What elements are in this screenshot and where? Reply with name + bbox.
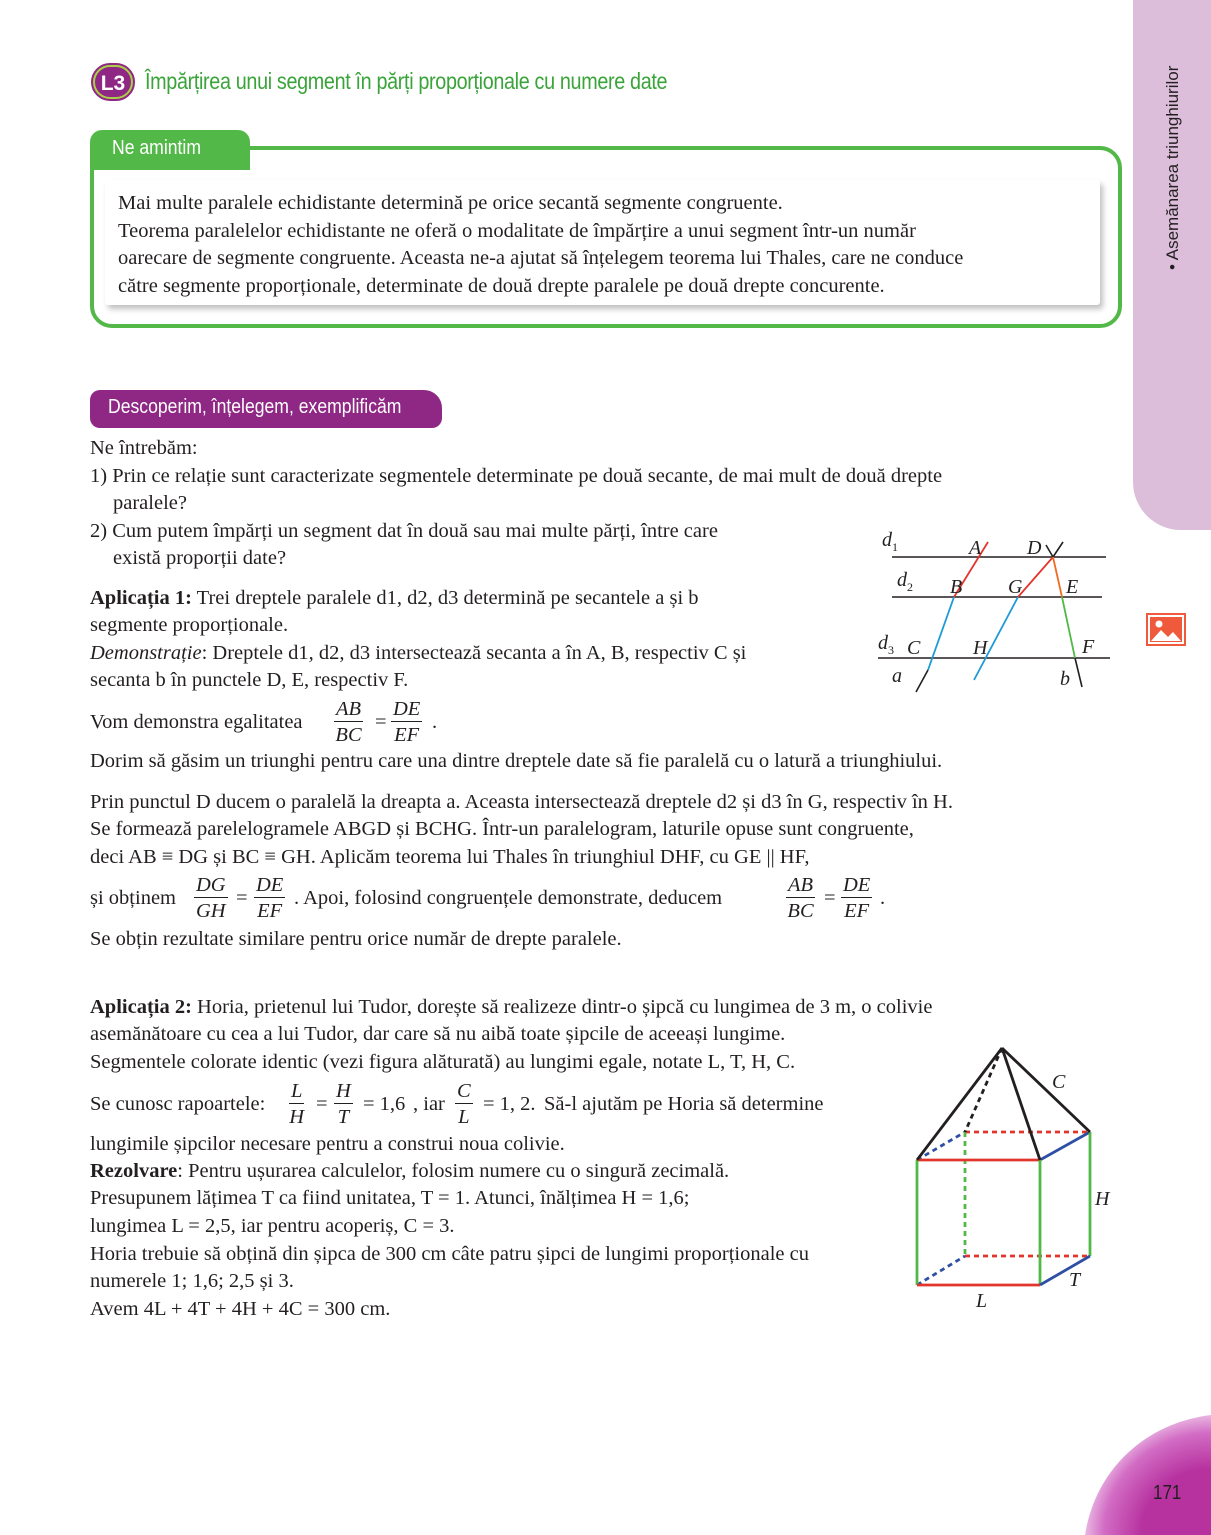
obtain-mid: . Apoi, folosind congruențele demonstrate, deducem <box>294 887 723 909</box>
equals-sign: = <box>236 887 248 909</box>
fraction-de-ef-3: $\frac{DE}{EF}$ <box>843 874 871 922</box>
label-d1: $d_1$ <box>882 529 898 554</box>
reminder-line: Teorema paralelelor echidistante ne oferă o modalitate de împărțire a unui segment într-un număr <box>118 219 916 242</box>
similar-text: Se obțin rezultate similare pentru orice număr de drepte paralele. <box>90 928 622 950</box>
reminder-line: Mai multe paralele echidistante determină pe orice secantă segmente congruente. <box>118 192 783 214</box>
label-B: B <box>950 576 963 598</box>
app1-statement: Aplicația 1: Trei dreptele paralele d1, d2, d3 determină pe secantele a și b <box>90 587 699 609</box>
app1-statement-cont: segmente proporționale. <box>90 614 289 636</box>
cage-figure <box>905 1040 1120 1320</box>
fraction-l-h: $\frac{L}{H}$ <box>289 1080 305 1128</box>
fraction-ab-bc-2: $\frac{AB}{BC}$ <box>787 874 814 922</box>
label-cage-T: T <box>1069 1269 1081 1291</box>
question-1-cont: paralele? <box>113 492 187 514</box>
ratio-value-2: = 1, 2. <box>483 1093 536 1115</box>
label-a: a <box>892 665 902 687</box>
reminder-line: oarecare de segmente congruente. Aceasta ne-a ajutat să înțelegem teorema lui Thales, care ne conduce <box>118 247 964 269</box>
parallel-lines-figure <box>870 525 1120 695</box>
app2-statement: Aplicația 2: Horia, prietenul lui Tudor, dorește să realizeze dintr-o șipcă cu lungimea de 3 m, o colivie <box>90 996 933 1018</box>
left-bottom-depth <box>917 1256 965 1285</box>
ratio-value-1: = 1,6 <box>363 1093 406 1115</box>
label-C: C <box>907 637 921 659</box>
segment-de <box>1053 557 1062 597</box>
discover-header-label: Descoperim, înțelegem, exemplificăm <box>108 396 402 418</box>
app1-demo-cont: secanta b în punctele D, E, respectiv F. <box>90 669 409 691</box>
period: . <box>432 711 438 733</box>
fraction-de-ef: $\frac{DE}{EF}$ <box>393 698 421 746</box>
segment-bc <box>928 597 954 670</box>
reminder-tab-label: Ne amintim <box>112 137 202 159</box>
solution: Rezolvare: Pentru ușurarea calculelor, folosim numere cu o singură zecimală. <box>90 1160 730 1182</box>
label-d3: $d_3$ <box>878 632 894 657</box>
reminder-line: către segmente proporționale, determinate de două drepte paralele pe două drepte concurente. <box>118 274 885 297</box>
app2-line-3: Segmentele colorate identic (vezi figura alăturată) au lungimi egale, notate L, T, H, C. <box>90 1051 796 1073</box>
roof-front-left <box>917 1048 1002 1160</box>
period: . <box>880 887 886 909</box>
label-E: E <box>1066 576 1079 598</box>
label-cage-C: C <box>1052 1071 1066 1093</box>
label-b: b <box>1060 668 1070 690</box>
question-intro: Ne întrebăm: <box>90 437 198 459</box>
solution-line-6: Avem 4L + 4T + 4H + 4C = 300 cm. <box>90 1298 391 1320</box>
lesson-title: Împărțirea unui segment în părți proporționale cu numere date <box>145 68 668 94</box>
label-H: H <box>973 637 988 659</box>
chapter-side-tab-label: • Asemănarea triunghiurilor <box>1163 65 1182 270</box>
label-cage-L: L <box>976 1290 988 1312</box>
fraction-ab-bc: $\frac{AB}{BC}$ <box>335 698 362 746</box>
solution-line-5: numerele 1; 1,6; 2,5 și 3. <box>90 1270 294 1292</box>
app1-demo: Demonstrație: Dreptele d1, d2, d3 intersectează secanta a în A, B, respectiv C și <box>90 642 747 664</box>
page-corner-decoration <box>1085 1415 1211 1535</box>
proof-line-1: Prin punctul D ducem o paralelă la dreapta a. Aceasta intersectează dreptele d2 și d3 în G, respectiv în H. <box>90 791 953 813</box>
solution-label: Rezolvare <box>90 1160 178 1182</box>
demo-label: Demonstrație <box>90 642 202 664</box>
ratio-sep: , iar <box>413 1093 445 1115</box>
question-2: 2) Cum putem împărți un segment dat în două sau mai multe părți, între care <box>90 520 718 542</box>
image-icon[interactable] <box>1146 613 1186 646</box>
ratios-prefix: Se cunosc rapoartele: <box>90 1093 266 1115</box>
label-cage-H: H <box>1095 1188 1110 1210</box>
fraction-c-l: $\frac{C}{L}$ <box>457 1080 471 1128</box>
obtain-prefix: și obținem <box>90 887 176 909</box>
solution-line-2: Presupunem lățimea T ca fiind unitatea, T = 1. Atunci, înălțimea H = 1,6; <box>90 1187 690 1209</box>
secant-b-upper <box>1046 545 1053 557</box>
fraction-de-ef-2: $\frac{DE}{EF}$ <box>256 874 284 922</box>
label-d2: $d_2$ <box>897 569 913 594</box>
equals-sign: = <box>316 1093 328 1115</box>
page-number: 171 <box>1153 1482 1182 1504</box>
solution-line-4: Horia trebuie să obțină din șipca de 300 cm câte patru șipci de lungimi proporționale cu <box>90 1243 809 1265</box>
label-G: G <box>1008 576 1023 598</box>
prove-prefix: Vom demonstra egalitatea <box>90 711 303 733</box>
app2-line-5: lungimile șipcilor necesare pentru a construi noua colivie. <box>90 1133 565 1155</box>
equals-sign: = <box>375 711 387 733</box>
reminder-text <box>118 190 1088 300</box>
fraction-h-t: $\frac{H}{T}$ <box>336 1080 351 1128</box>
question-2-cont: există proporții date? <box>113 547 287 569</box>
app2-line-2: asemănătoare cu cea a lui Tudor, dar care să nu aibă toate șipcile de aceeași lungime. <box>90 1023 786 1045</box>
right-bottom-depth <box>1040 1256 1090 1285</box>
lesson-badge: L3 <box>91 63 135 101</box>
segment-dg <box>1018 557 1053 597</box>
secant-b-lower <box>1075 658 1082 687</box>
solution-line-3: lungimea L = 2,5, iar pentru acoperiș, C = 3. <box>90 1215 455 1237</box>
app2-title: Aplicația 2: <box>90 996 192 1018</box>
right-top-depth <box>1040 1132 1090 1160</box>
equals-sign: = <box>824 887 836 909</box>
label-A: A <box>969 537 982 559</box>
line-dh-ext <box>1053 542 1063 557</box>
proof-line-3: deci AB ≡ DG și BC ≡ GH. Aplicăm teorema lui Thales în triunghiul DHF, cu GE || HF, <box>90 846 810 868</box>
proof-line-2: Se formează parelelogramele ABGD și BCHG. Într-un paralelogram, laturile opuse sunt congruente, <box>90 818 914 840</box>
want-text: Dorim să găsim un triunghi pentru care una dintre dreptele date să fie paralelă cu o latură a triunghiului. <box>90 750 943 772</box>
ratio-suffix: Să-l ajutăm pe Horia să determine <box>544 1093 824 1115</box>
app1-title: Aplicația 1: <box>90 587 192 609</box>
fraction-dg-gh: $\frac{DG}{GH}$ <box>196 874 226 922</box>
label-F: F <box>1082 636 1095 658</box>
left-top-depth <box>917 1132 965 1160</box>
segment-ef <box>1062 597 1075 658</box>
secant-a-lower <box>916 670 928 692</box>
image-icon-glyph <box>1148 615 1184 644</box>
label-D: D <box>1027 537 1042 559</box>
question-1: 1) Prin ce relație sunt caracterizate segmentele determinate pe două secante, de mai mult de două drepte <box>90 465 943 487</box>
